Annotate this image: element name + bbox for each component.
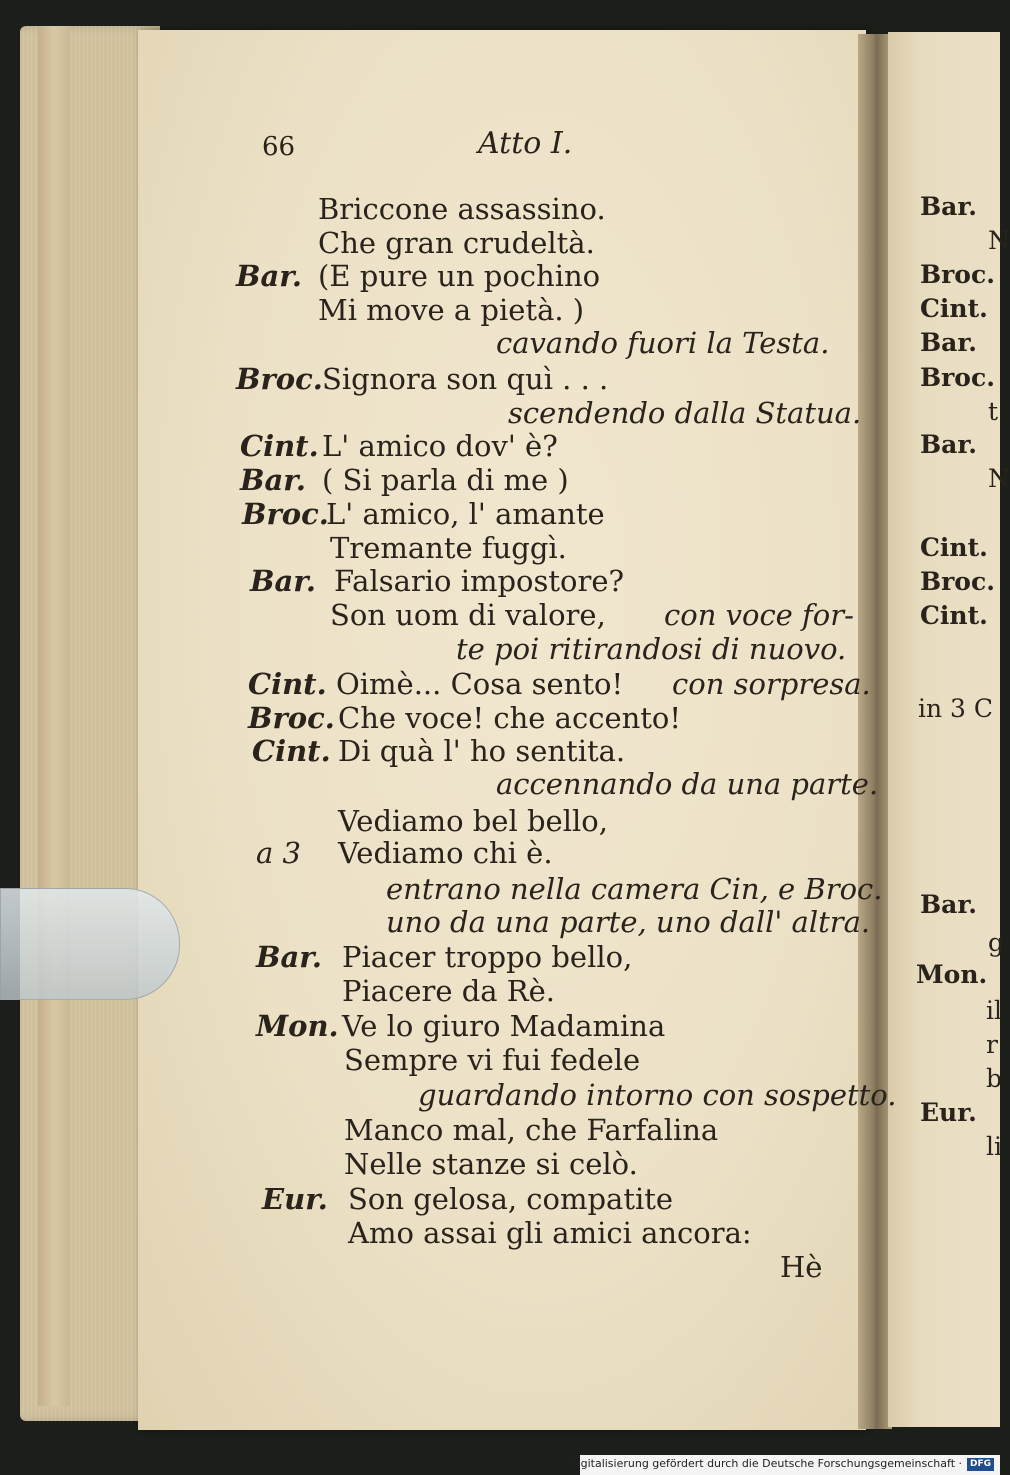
stage-direction: te poi ritirandosi di nuovo. [456, 632, 847, 666]
speaker-label: Broc. [248, 701, 335, 735]
facing-fragment: r [986, 1030, 998, 1059]
verse-line: L' amico dov' è? [322, 429, 558, 463]
speaker-label: Bar. [236, 259, 303, 293]
facing-speaker: Bar. [920, 192, 977, 221]
speaker-label: Bar. [250, 564, 317, 598]
verse-line: Ve lo giuro Madamina [342, 1009, 666, 1043]
verse-line: Nelle stanze si celò. [344, 1147, 638, 1181]
verse-line: Vediamo bel bello, [338, 804, 608, 838]
verse-line: Di quà l' ho sentita. [338, 734, 626, 768]
verse-line: Piacer troppo bello, [342, 940, 633, 974]
facing-fragment: N [988, 226, 1010, 255]
facing-fragment: b [986, 1064, 1003, 1093]
verse-line: Mi move a pietà. ) [318, 293, 585, 327]
dfg-logo: DFG [967, 1458, 994, 1471]
facing-fragment: il [986, 996, 1002, 1025]
speaker-label: Cint. [248, 667, 327, 701]
verse-line: Che voce! che accento! [338, 701, 682, 735]
stage-direction: scendendo dalla Statua. [508, 396, 862, 430]
facing-fragment: li [986, 1132, 1002, 1161]
facing-speaker: Broc. [920, 567, 995, 596]
page-number: 66 [262, 132, 296, 162]
facing-speaker: Broc. [920, 260, 995, 289]
facing-speaker: Bar. [920, 890, 977, 919]
facing-speaker: Broc. [920, 363, 995, 392]
running-header: Atto I. [478, 126, 573, 161]
verse-line: Falsario impostore? [334, 564, 625, 598]
speaker-label: Cint. [252, 734, 331, 768]
verse-line: Briccone assassino. [318, 192, 606, 226]
verse-line: Oimè... Cosa sento! [336, 667, 624, 701]
funding-credit: Digitalisierung gefördert durch die Deutsche Forschungsgemeinschaft · [569, 1457, 962, 1470]
speaker-label: Bar. [240, 463, 307, 497]
catchword: Hè [780, 1250, 823, 1284]
speaker-label: Broc. [236, 362, 323, 396]
speaker-label: Mon. [256, 1009, 339, 1043]
verse-line: Amo assai gli amici ancora: [348, 1216, 752, 1250]
stage-direction: cavando fuori la Testa. [496, 326, 830, 360]
facing-fragment: t [988, 397, 999, 426]
facing-speaker: Bar. [920, 430, 977, 459]
ensemble-label: a 3 [256, 836, 301, 870]
stage-direction: accennando da una parte. [496, 767, 879, 801]
facing-fragment: N [988, 464, 1010, 493]
verse-line: Sempre vi fui fedele [344, 1043, 641, 1077]
facing-fragment: in 3 C [918, 694, 994, 723]
speaker-label: Cint. [240, 429, 319, 463]
facing-fragment: g [988, 928, 1005, 957]
verse-line: ( Si parla di me ) [322, 463, 569, 497]
verse-line: Manco mal, che Farfalina [344, 1113, 719, 1147]
stage-direction: con voce for- [664, 598, 854, 632]
verse-line: Tremante fuggì. [330, 531, 567, 565]
stage-direction: entrano nella camera Cin, e Broc. [386, 872, 883, 906]
verse-line: Son gelosa, compatite [348, 1182, 674, 1216]
speaker-label: Broc. [242, 497, 329, 531]
stage-direction: uno da una parte, uno dall' altra. [386, 905, 871, 939]
facing-speaker: Cint. [920, 533, 988, 562]
facing-speaker: Cint. [920, 601, 988, 630]
verse-line: L' amico, l' amante [326, 497, 605, 531]
stage-direction: con sorpresa. [672, 667, 871, 701]
facing-speaker: Mon. [916, 960, 988, 989]
speaker-label: Bar. [256, 940, 323, 974]
verse-line: Son uom di valore, [330, 598, 606, 632]
verse-line: Che gran crudeltà. [318, 226, 595, 260]
speaker-label: Eur. [262, 1182, 328, 1216]
verse-line: Signora son quì . . . [322, 362, 609, 396]
facing-speaker: Bar. [920, 328, 977, 357]
verse-line: Vediamo chi è. [338, 836, 553, 870]
verse-line: (E pure un pochino [318, 259, 601, 293]
facing-speaker: Eur. [920, 1098, 977, 1127]
facing-speaker: Cint. [920, 294, 988, 323]
stage-direction: guardando intorno con sospetto. [418, 1078, 897, 1112]
verse-line: Piacere da Rè. [342, 974, 556, 1008]
